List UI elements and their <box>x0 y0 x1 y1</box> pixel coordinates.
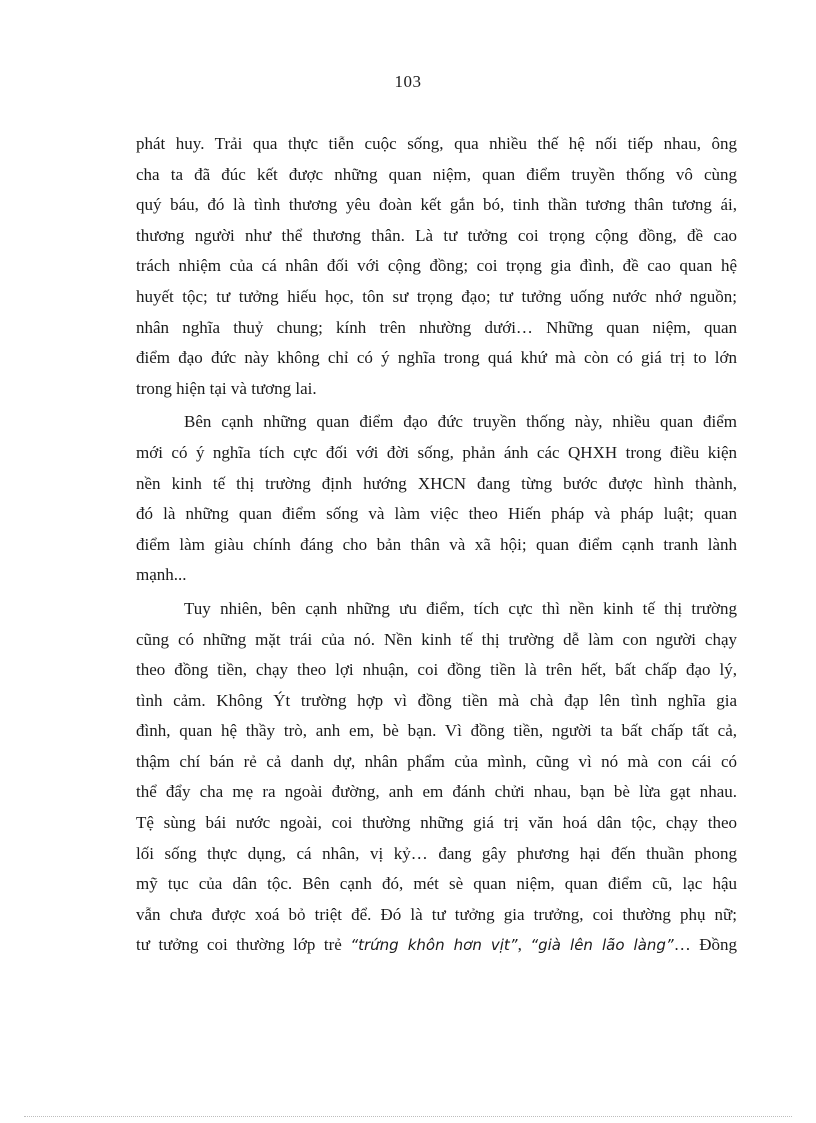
quoted-proverb: “trứng khôn hơn vịt” <box>350 936 518 955</box>
paragraph-2 <box>136 407 737 591</box>
text-line-final <box>136 930 737 961</box>
text-line: trong hiện tại và tương lai. <box>136 378 317 398</box>
text-line: đình, quan hệ thầy trò, anh em, bè bạn. Vì đồng tiền, người ta bất chấp tất cả, <box>136 721 737 741</box>
text-line: mạnh... <box>136 565 187 585</box>
text-line: Tệ sùng bái nước ngoài, coi thường những giá trị văn hoá dân tộc, chạy theo <box>136 813 737 833</box>
text-line: nhân nghĩa thuỷ chung; kính trên nhường dưới… Những quan niệm, quan <box>136 317 737 337</box>
text-line: thể đẩy cha mẹ ra ngoài đường, anh em đánh chửi nhau, bạn bè lừa gạt nhau. <box>136 782 737 802</box>
paragraph-1 <box>136 129 737 404</box>
text-line: theo đồng tiền, chạy theo lợi nhuận, coi đồng tiền là trên hết, bất chấp đạo lý, <box>136 660 737 680</box>
text-line: Tuy nhiên, bên cạnh những ưu điểm, tích cực thì nền kinh tế thị trường <box>184 598 737 618</box>
text-line: tình cảm. Không Ýt trường hợp vì đồng tiền mà chà đạp lên tình nghĩa gia <box>136 690 737 710</box>
page-number: 103 <box>394 72 422 91</box>
text-line: quý báu, đó là tình thương yêu đoàn kết gắn bó, tinh thần tương thân tương ái, <box>136 195 737 215</box>
text-line: lối sống thực dụng, cá nhân, vị kỷ… đang gây phương hại đến thuần phong <box>136 843 737 863</box>
text-line: vẫn chưa được xoá bỏ triệt để. Đó là tư tưởng gia trưởng, coi thường phụ nữ; <box>136 904 737 924</box>
text-line: điểm đạo đức này không chỉ có ý nghĩa trong quá khứ mà còn có giá trị to lớn <box>136 348 737 368</box>
body-text <box>136 129 737 961</box>
text-line: phát huy. Trải qua thực tiễn cuộc sống, qua nhiều thế hệ nối tiếp nhau, ông <box>136 134 737 153</box>
footer-divider <box>24 1116 792 1117</box>
text-segment: tư tưởng coi thường lớp trẻ <box>136 935 351 955</box>
quoted-proverb: “già lên lão làng” <box>530 936 674 955</box>
text-line: nền kinh tế thị trường định hướng XHCN đang từng bước được hình thành, <box>136 473 737 493</box>
text-line: cha ta đã đúc kết được những quan niệm, quan điểm truyền thống vô cùng <box>136 164 737 184</box>
paragraph-3 <box>136 594 737 961</box>
text-line: Bên cạnh những quan điểm đạo đức truyền thống này, nhiều quan điểm <box>184 412 737 432</box>
text-line: điểm làm giàu chính đáng cho bản thân và xã hội; quan điểm cạnh tranh lành <box>136 534 737 554</box>
text-line: thương người như thể thương thân. Là tư tưởng coi trọng cộng đồng, đề cao <box>136 225 737 245</box>
text-segment: … Đồng <box>673 935 738 955</box>
text-segment: , <box>517 935 531 955</box>
text-line: mỹ tục của dân tộc. Bên cạnh đó, mét sè quan niệm, quan điểm cũ, lạc hậu <box>136 874 737 894</box>
text-line: huyết tộc; tư tưởng hiếu học, tôn sư trọng đạo; tư tưởng uống nước nhớ nguồn; <box>136 286 737 306</box>
text-line: cũng có những mặt trái của nó. Nền kinh tế thị trường dễ làm con người chạy <box>136 629 737 649</box>
text-line: trách nhiệm của cá nhân đối với cộng đồng; coi trọng gia đình, đề cao quan hệ <box>136 256 737 276</box>
text-line: thậm chí bán rẻ cả danh dự, nhân phẩm của mình, cũng vì nó mà con cái có <box>136 751 737 771</box>
text-line: mới có ý nghĩa tích cực đối với đời sống, phản ánh các QHXH trong điều kiện <box>136 442 737 462</box>
text-line: đó là những quan điểm sống và làm việc theo Hiến pháp và pháp luật; quan <box>136 504 737 524</box>
